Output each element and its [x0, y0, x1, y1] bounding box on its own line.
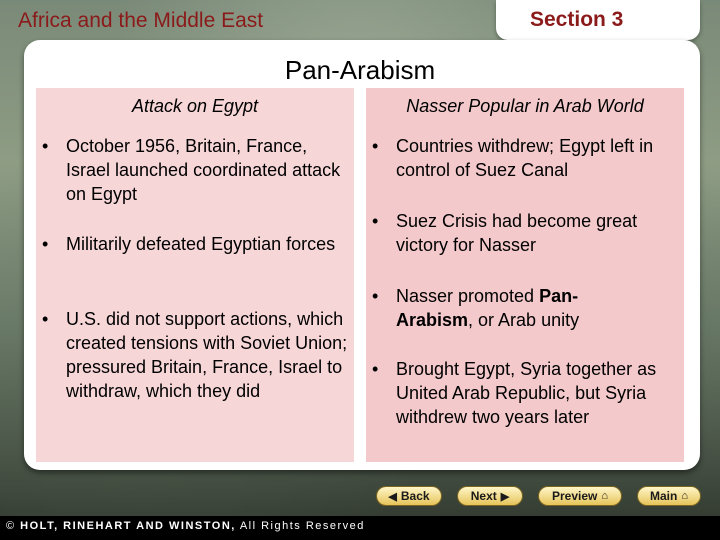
- list-item: • U.S. did not support actions, which created tensions with Soviet Union; pressured Britain, France, Israel to withdraw, which they did: [42, 309, 348, 401]
- chapter-title: Africa and the Middle East: [18, 9, 264, 32]
- rights-text: All Rights Reserved: [239, 520, 365, 532]
- preview-home-icon: ⌂: [601, 490, 609, 502]
- list-item: • October 1956, Britain, France, Israel launched coordinated attack on Egypt: [42, 136, 341, 204]
- main-home-icon: ⌂: [681, 490, 688, 502]
- back-button[interactable]: ◀ Back: [376, 486, 442, 506]
- pan-arabism-term: Pan-Arabism: [396, 286, 579, 330]
- next-button[interactable]: Next ▶: [457, 486, 523, 506]
- next-arrow-icon: ▶: [500, 490, 510, 503]
- publisher-name: HOLT, RINEHART AND WINSTON,: [20, 520, 236, 532]
- section-label: Section 3: [530, 8, 624, 31]
- preview-button[interactable]: Preview ⌂: [538, 486, 622, 506]
- copyright-icon: ©: [6, 520, 16, 532]
- copyright-text: [6, 520, 365, 532]
- main-button[interactable]: Main ⌂: [637, 486, 701, 506]
- bullet-dot: •: [42, 234, 49, 254]
- list-item: • Nasser promoted Pan-Arabism, or Arab unity: [372, 286, 580, 330]
- bullet-dot: •: [372, 211, 379, 231]
- bullet-dot: •: [372, 286, 379, 306]
- slide-title: Pan-Arabism: [284, 55, 436, 85]
- left-column-heading: Attack on Egypt: [131, 96, 259, 116]
- back-arrow-icon: ◀: [388, 490, 397, 503]
- list-item: • Brought Egypt, Syria together as United Arab Republic, but Syria withdrew two years later: [372, 359, 657, 427]
- bullet-dot: •: [372, 359, 379, 379]
- bullet-dot: •: [42, 309, 49, 329]
- bullet-dot: •: [42, 136, 49, 156]
- list-item: • Suez Crisis had become great victory for Nasser: [372, 211, 638, 255]
- list-item: • Countries withdrew; Egypt left in control of Suez Canal: [372, 136, 654, 180]
- right-column-heading: Nasser Popular in Arab World: [406, 96, 644, 116]
- list-item: • Militarily defeated Egyptian forces: [42, 234, 336, 254]
- bullet-dot: •: [372, 136, 379, 156]
